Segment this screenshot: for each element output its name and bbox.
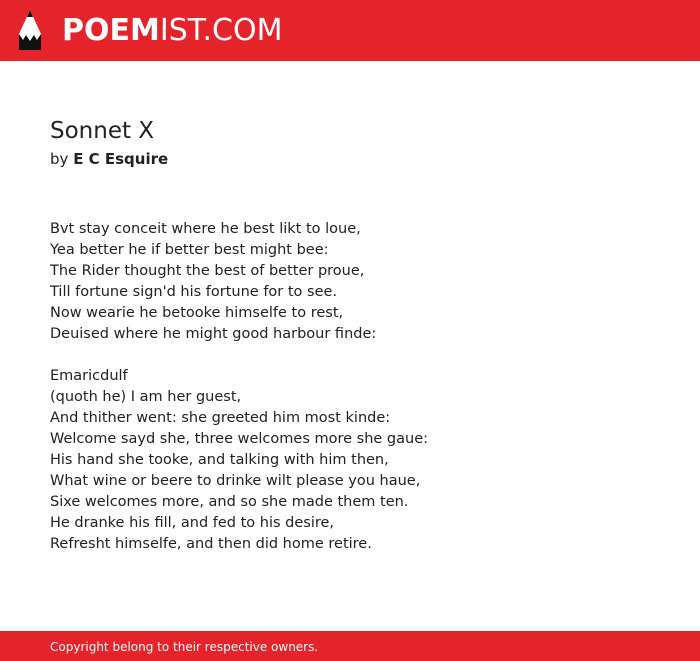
site-logo-link[interactable]: [62, 12, 282, 50]
poem-line: He dranke his fill, and fed to his desire,: [50, 515, 335, 531]
poem-line: Till fortune sign'd his fortune for to see.: [50, 284, 338, 300]
poem-author-link[interactable]: E C Esquire: [73, 150, 169, 168]
logo-bold-text: POEM: [62, 13, 160, 48]
poem-line: (quoth he) I am her guest,: [50, 389, 242, 405]
poem-line: And thither went: she greeted him most kinde:: [50, 410, 391, 426]
poem-line: Now wearie he betooke himselfe to rest,: [50, 305, 344, 321]
poem-line: His hand she tooke, and talking with him then,: [50, 452, 389, 468]
poem-line: Deuised where he might good harbour finde:: [50, 326, 377, 342]
stanza-break: [50, 345, 428, 366]
poem-line: Refresht himselfe, and then did home retire.: [50, 536, 372, 552]
poem-line: Emaricdulf: [50, 368, 128, 384]
poem-line: Bvt stay conceit where he best likt to loue,: [50, 221, 361, 237]
poem-line: Yea better he if better best might bee:: [50, 242, 329, 258]
pen-nib-icon[interactable]: [17, 10, 43, 52]
site-footer: [0, 631, 700, 661]
poem-line: The Rider thought the best of better proue,: [50, 263, 365, 279]
poem-line: What wine or beere to drinke wilt please you haue,: [50, 473, 421, 489]
site-header: [0, 0, 700, 61]
poem-byline: [50, 149, 168, 169]
poem-body: [50, 219, 428, 555]
logo-light-text: IST.COM: [159, 13, 283, 48]
poem-title: Sonnet X: [50, 118, 155, 144]
by-label: by: [50, 150, 69, 168]
poem-line: Sixe welcomes more, and so she made them ten.: [50, 494, 409, 510]
poem-line: Welcome sayd she, three welcomes more she gaue:: [50, 431, 429, 447]
copyright-text: Copyright belong to their respective owners.: [50, 640, 319, 654]
